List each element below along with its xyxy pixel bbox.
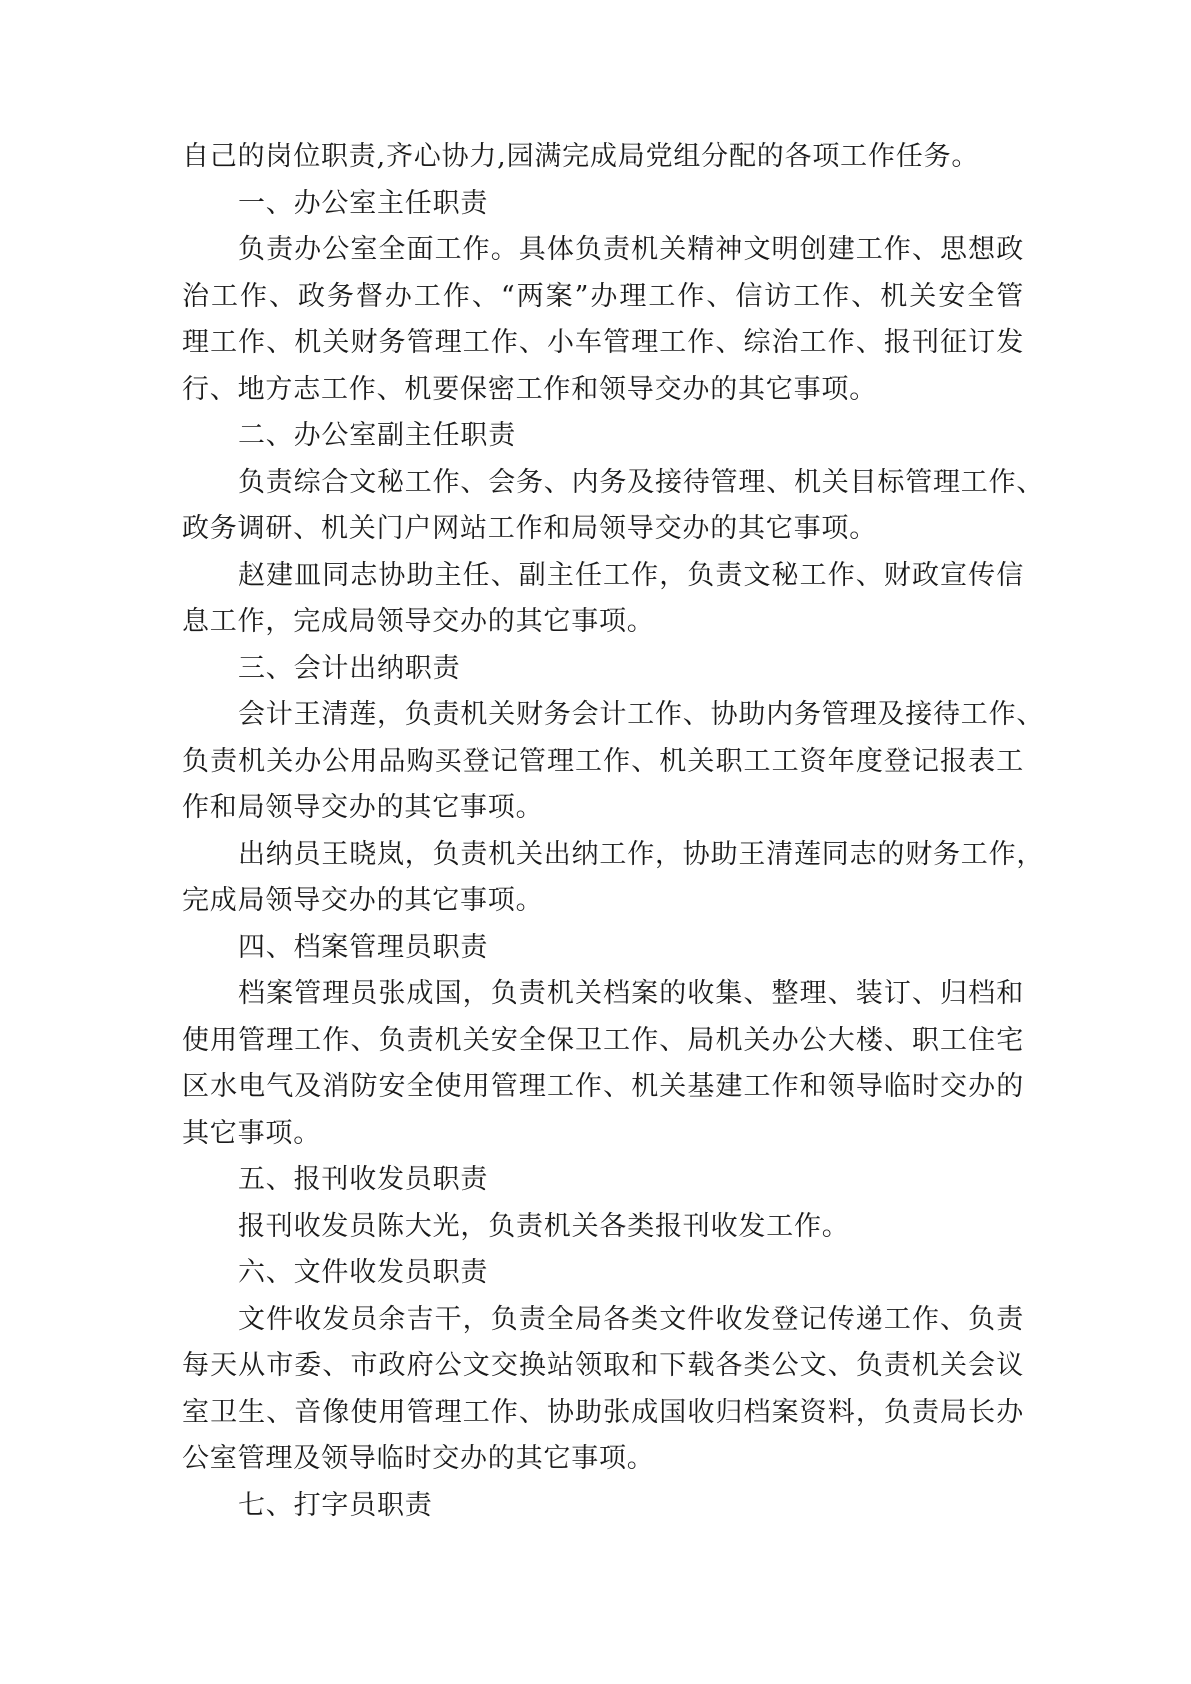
paragraph-line: 自己的岗位职责,齐心协力,园满完成局党组分配的各项工作任务。 bbox=[182, 141, 980, 172]
paragraph-line: 负责综合文秘工作、会务、内务及接待管理、机关目标管理工作、 bbox=[238, 466, 1045, 498]
section-heading: 二、办公室副主任职责 bbox=[238, 420, 516, 451]
paragraph-line: 负责办公室全面工作。具体负责机关精神文明创建工作、思想政 bbox=[238, 234, 1024, 265]
paragraph-line: 报刊收发员陈大光，负责机关各类报刊收发工作。 bbox=[238, 1210, 850, 1242]
paragraph-line: 赵建皿同志协助主任、副主任工作，负责文秘工作、财政宣传信 bbox=[238, 559, 1024, 591]
section-heading: 五、报刊收发员职责 bbox=[238, 1164, 489, 1195]
paragraph-line: 区水电气及消防安全使用管理工作、机关基建工作和领导临时交办的 bbox=[182, 1071, 1024, 1102]
paragraph-line: 完成局领导交办的其它事项。 bbox=[182, 885, 544, 916]
section-heading: 四、档案管理员职责 bbox=[238, 931, 489, 963]
paragraph-line: 政务调研、机关门户网站工作和局领导交办的其它事项。 bbox=[182, 513, 877, 544]
paragraph-line: 行、地方志工作、机要保密工作和领导交办的其它事项。 bbox=[182, 373, 877, 405]
section-heading: 一、办公室主任职责 bbox=[238, 187, 489, 219]
paragraph-line: 会计王清莲，负责机关财务会计工作、协助内务管理及接待工作、 bbox=[238, 699, 1045, 730]
document-body bbox=[182, 134, 1045, 1529]
paragraph-line: 出纳员王晓岚，负责机关出纳工作，协助王清莲同志的财务工作， bbox=[238, 838, 1045, 870]
section-heading: 七、打字员职责 bbox=[238, 1489, 433, 1521]
paragraph-line: 理工作、机关财务管理工作、小车管理工作、综治工作、报刊征订发 bbox=[182, 327, 1024, 358]
paragraph-line: 治工作、政务督办工作、“两案”办理工作、信访工作、机关安全管 bbox=[182, 280, 1024, 312]
paragraph-line: 负责机关办公用品购买登记管理工作、机关职工工资年度登记报表工 bbox=[182, 745, 1024, 777]
paragraph-line: 息工作，完成局领导交办的其它事项。 bbox=[182, 606, 655, 637]
paragraph-line: 作和局领导交办的其它事项。 bbox=[182, 792, 544, 823]
paragraph-line: 档案管理员张成国，负责机关档案的收集、整理、装订、归档和 bbox=[238, 978, 1024, 1009]
paragraph-line: 其它事项。 bbox=[182, 1117, 321, 1149]
paragraph-line: 使用管理工作、负责机关安全保卫工作、局机关办公大楼、职工住宅 bbox=[182, 1024, 1024, 1056]
paragraph-line: 公室管理及领导临时交办的其它事项。 bbox=[182, 1443, 655, 1474]
section-heading: 六、文件收发员职责 bbox=[238, 1257, 489, 1288]
paragraph-line: 每天从市委、市政府公文交换站领取和下载各类公文、负责机关会议 bbox=[182, 1350, 1024, 1381]
paragraph-line: 文件收发员余吉干，负责全局各类文件收发登记传递工作、负责 bbox=[238, 1303, 1024, 1335]
paragraph-line: 室卫生、音像使用管理工作、协助张成国收归档案资料，负责局长办 bbox=[182, 1396, 1024, 1428]
section-heading: 三、会计出纳职责 bbox=[238, 652, 461, 684]
